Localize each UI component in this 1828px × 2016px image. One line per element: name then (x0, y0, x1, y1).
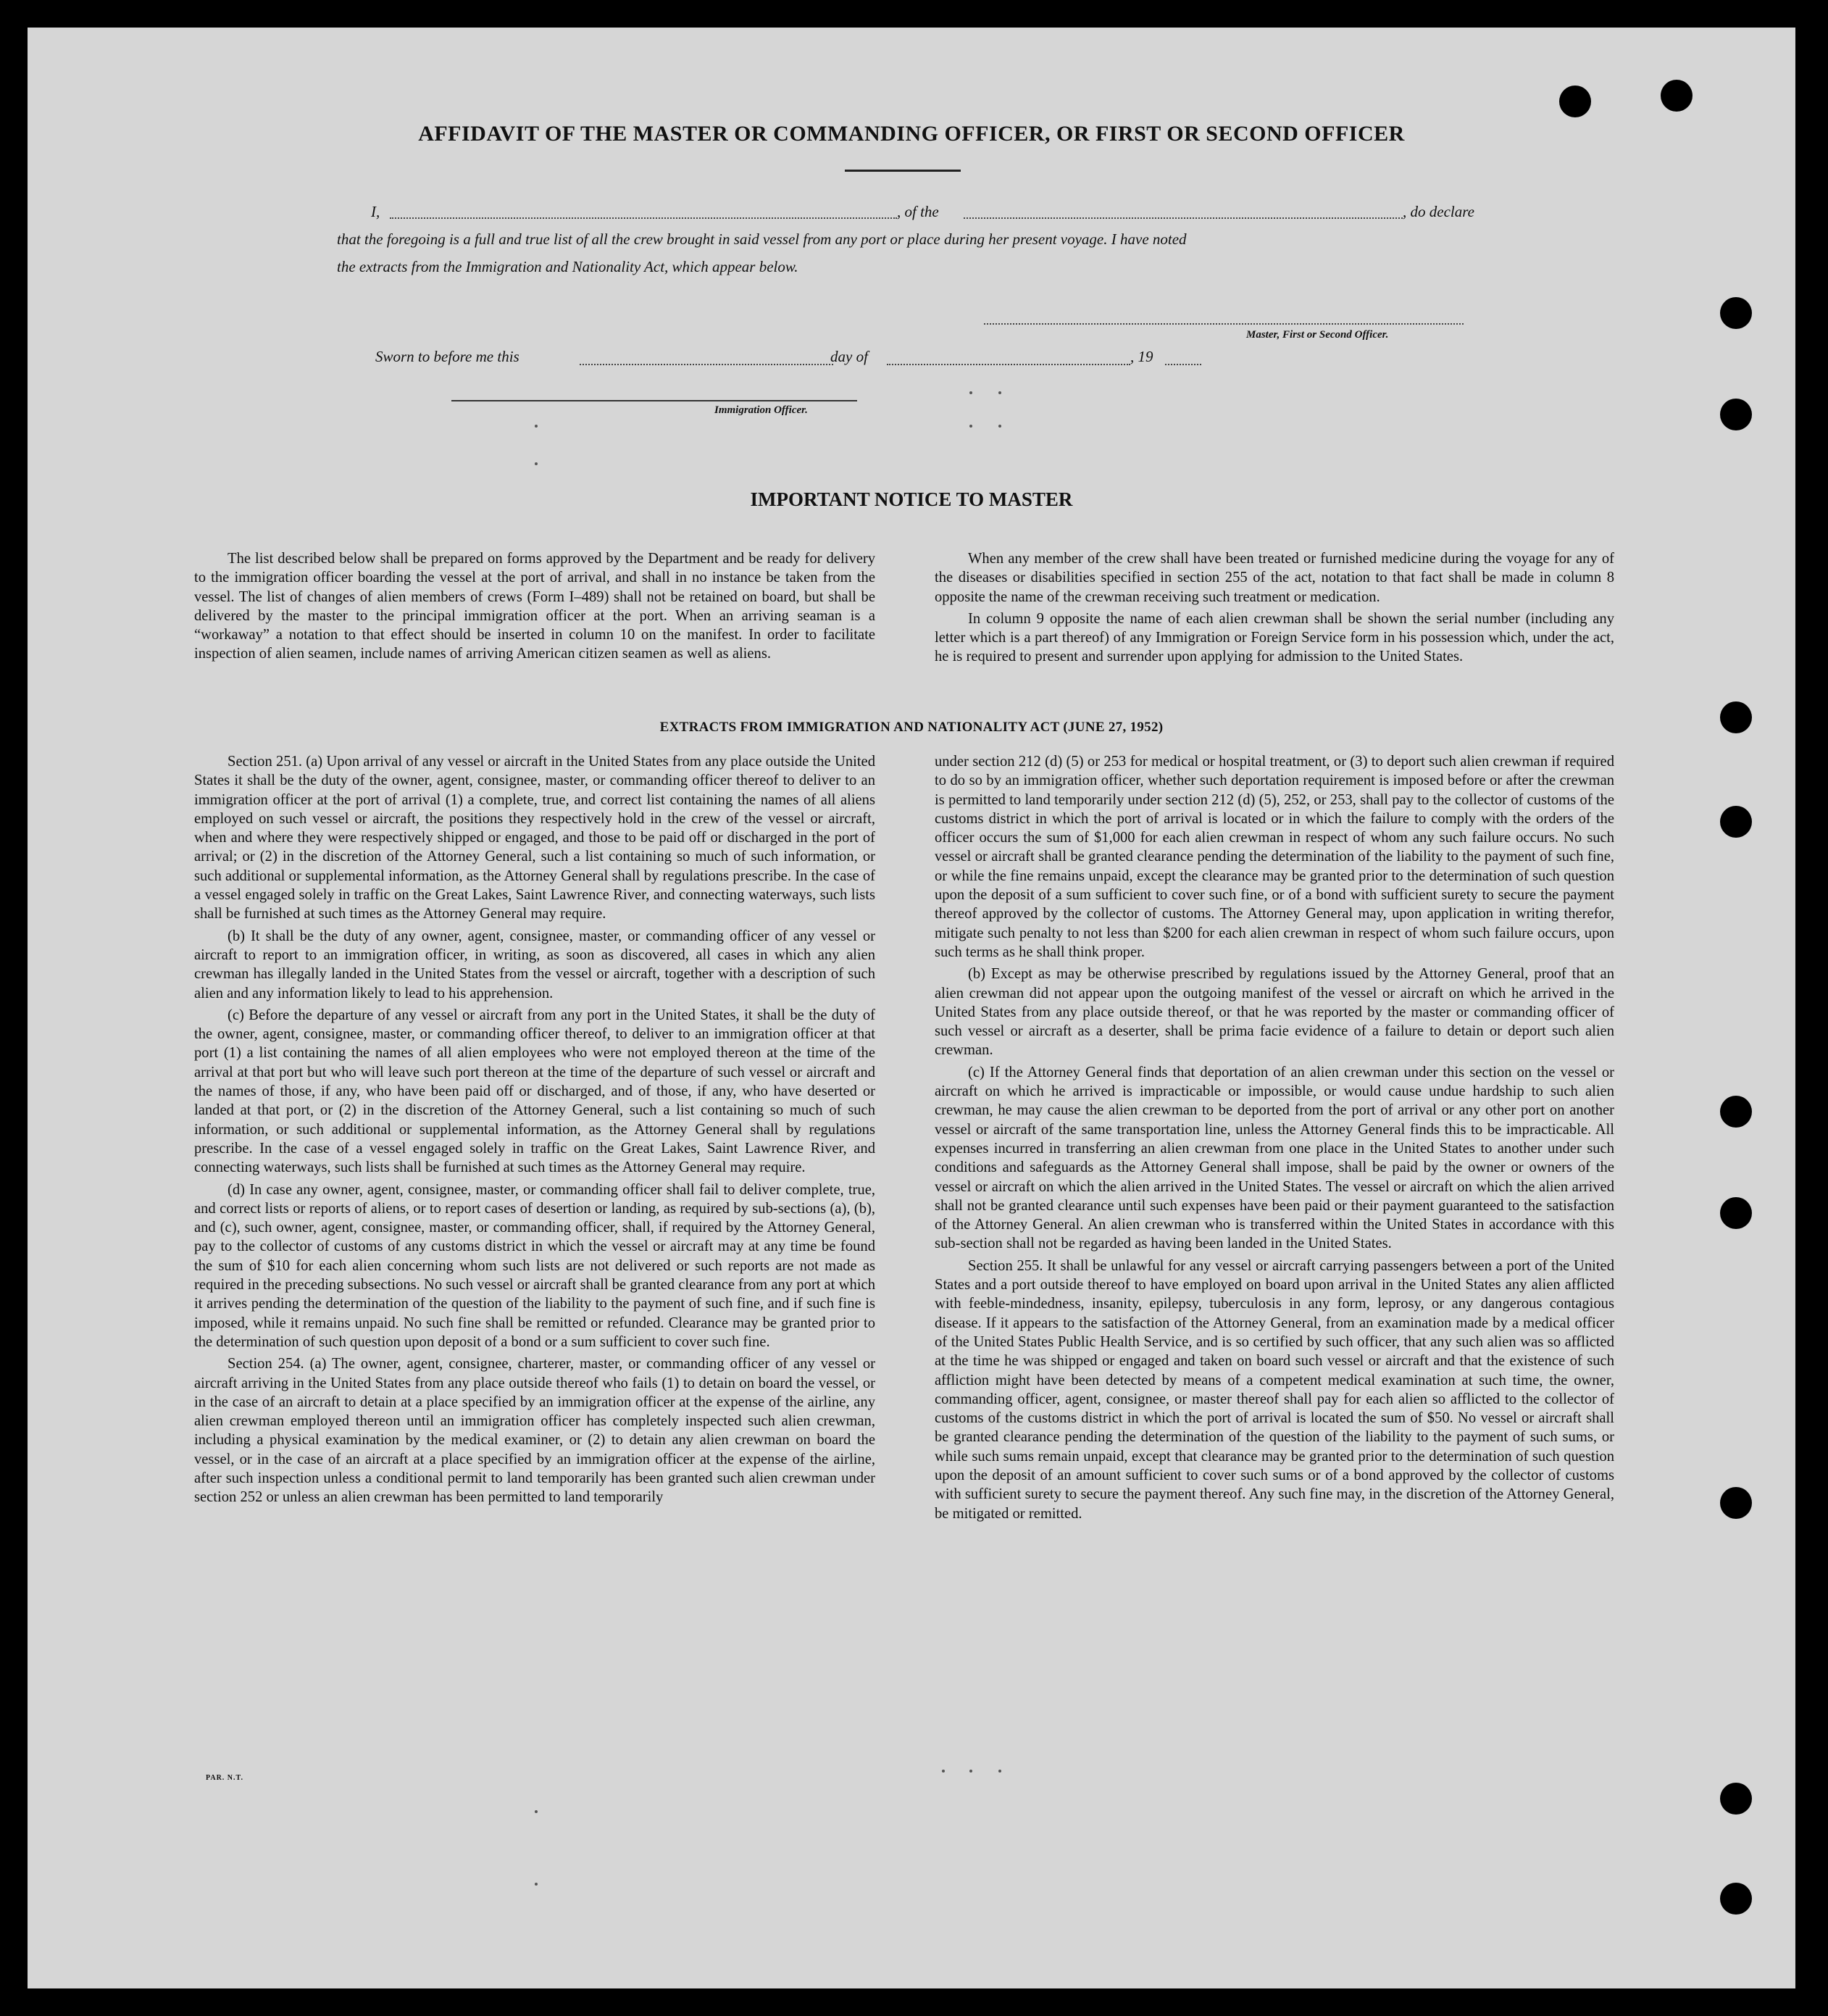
binder-hole (1720, 399, 1752, 430)
speck (998, 425, 1001, 428)
day-of-label: day of (830, 348, 868, 365)
notice-title: IMPORTANT NOTICE TO MASTER (750, 488, 1073, 510)
binder-hole (1661, 80, 1693, 112)
notice-paragraph: The list described below shall be prepared on forms approved by the Department and be ready for delivery to the immigration officer boarding the vessel at the port of arrival, and shall in no instance be taken from the vessel. The list of changes of alien members of crews (Form I–489) shall not be retained on board, but shall be delivered by the master to the principal immigration officer at the port. When an arriving seaman is a “workaway” a notation to that effect should be inserted in column 10 on the manifest. In order to facilitate inspection of alien seamen, include names of arriving American citizen seamen as well as aliens. (194, 551, 875, 662)
declaration-line-3: the extracts from the Immigration and Nationality Act, which appear below. (337, 258, 798, 275)
binder-hole (1720, 1487, 1752, 1519)
statute-paragraph: (c) If the Attorney General finds that deportation of an alien crewman under this section on the vessel or aircraft on which he arrived is impracticable or impossible, or would cause undue hardship to such alien crewman, he may cause the alien crewman to be deported from the port of arrival or any other port on another vessel or aircraft of the same transportation line, unless the Attorney General finds this to be impracticable. All expenses incurred in transferring an alien crewman from one place in the United States to another under such conditions and safeguards as the Attorney General shall impose, shall be paid by the owner or owners of the vessel or aircraft on which the alien arrived in the United States. The vessel or aircraft on which the alien arrived shall not be granted clearance until such expenses have been paid or their payment guaranteed to the satisfaction of the Attorney General. An alien crewman who is transferred within the United States in accordance with this sub-section shall not be regarded as having been landed in the United States. (935, 1064, 1614, 1252)
extracts-right-column (935, 752, 1614, 1526)
year-label: , 19 (1130, 348, 1153, 365)
form-page (28, 28, 1795, 1988)
statute-paragraph: (d) In case any owner, agent, consignee, master, or commanding officer shall fail to deliver complete, true, and correct lists or reports of aliens, or to report cases of desertion or landing, as required by sub-sections (a), (b), and (c), such owner, agent, consignee, master, or commanding officer, shall, if required by the Attorney General, pay to the collector of customs of any customs district in which the vessel or aircraft may at any time be found the sum of $10 for each alien concerning whom such lists are not delivered or such reports are not made as required in the preceding subsections. No such vessel or aircraft shall be granted clearance from any port at which it arrives pending the determination of the question of the liability to the payment of such fine, and if such fine is imposed, while it remains unpaid. No such fine shall be remitted or refunded. Clearance may be granted prior to the determination of such question upon deposit of a bond or a sum sufficient to cover such fine. (194, 1181, 875, 1350)
statute-paragraph: (b) It shall be the duty of any owner, agent, consignee, master, or commanding officer of any vessel or aircraft to report to an immigration officer, in writing, as soon as discovered, all cases in which any alien crewman has illegally landed in the United States from the vessel or aircraft, together with a description of such alien and any information likely to lead to his apprehension. (194, 928, 875, 1001)
extracts-title: EXTRACTS FROM IMMIGRATION AND NATIONALITY ACT (JUNE 27, 1952) (659, 720, 1164, 735)
statute-paragraph: Section 255. It shall be unlawful for any vessel or aircraft carrying passengers between a port of the United States and a port outside thereof to have employed on board upon arrival in the United States any alien afflicted with feeble-mindedness, insanity, epilepsy, tuberculosis in any form, leprosy, or any dangerous contagious disease. If it appears to the satisfaction of the Attorney General, from an examination made by a medical officer of the United States Public Health Service, and is so certified by such officer, that any such alien was so afflicted at the time he was shipped or engaged and taken on board such vessel or aircraft and that the existence of such affliction might have been detected by means of a competent medical examination at such time, the owner, commanding officer, agent, consignee, or master thereof shall pay for each alien so afflicted to the collector of customs of the customs district in which the port of arrival is located the sum of $50. No vessel or aircraft shall be granted clearance pending the determination of the question of the liability to the payment of such sums, or while such sums remain unpaid, except that clearance may be granted prior to the determination of such question upon the deposit of an amount sufficient to cover such sums or of a bond approved by the collector of customs with sufficient surety to secure the payment thereof. Any such fine may, in the discretion of the Attorney General, be mitigated or remitted. (935, 1257, 1614, 1522)
statute-paragraph: (c) Before the departure of any vessel or aircraft from any port in the United States, it shall be the duty of the owner, agent, consignee, master, or commanding officer thereof, to deliver to an immigration officer at that port (1) a list containing the names of all alien employees who were not employed thereon at the time of the arrival at that port but who will leave such port thereon at the time of the departure of such vessel or aircraft and the names of those, if any, who have been paid off or discharged, and of those, if any, who have deserted or landed at that port, or (2) in the discretion of the Attorney General, such a list containing so much of such information, or such additional or supplemental information, as the Attorney General shall by regulations prescribe. In the case of a vessel engaged solely in traffic on the Great Lakes, Saint Lawrence River, and connecting waterways, such lists shall be furnished at such times as the Attorney General may require. (194, 1007, 875, 1176)
notice-paragraph: When any member of the crew shall have been treated or furnished medicine during the voyage for any of the diseases or disabilities specified in section 255 of the act, notation to that fact shall be made in column 8 opposite the name of the crewman receiving such treatment or medication. (935, 551, 1614, 605)
binder-hole (1720, 1197, 1752, 1229)
vessel-name-field[interactable] (964, 217, 1403, 219)
master-signature-field[interactable] (984, 323, 1464, 325)
notice-right-column (935, 549, 1614, 670)
notice-paragraph: In column 9 opposite the name of each alien crewman shall be shown the serial number (including any letter which is a part thereof) of any Immigration or Foreign Service form in his possession which, under the act, he is required to present and surrender upon applying for admission to the United States. (935, 610, 1614, 665)
binder-hole (1720, 701, 1752, 733)
sworn-day-field[interactable] (580, 364, 833, 365)
speck (942, 1770, 945, 1773)
immigration-officer-caption: Immigration Officer. (714, 404, 808, 416)
statute-paragraph: (b) Except as may be otherwise prescribed by regulations issued by the Attorney General, proof that an alien crewman did not appear upon the outgoing manifest of the vessel or aircraft on which he arrived in the United States from any place outside thereof, or that he was reported by the master or commanding officer of such vessel or aircraft as a deserter, shall be prima facie evidence of a failure to detain or deport such alien crewman. (935, 966, 1614, 1059)
speck (535, 425, 538, 428)
statute-paragraph: Section 254. (a) The owner, agent, consignee, charterer, master, or commanding officer of any vessel or aircraft arriving in the United States from any place outside thereof who fails (1) to detain on board the vessel, or in the case of an aircraft to detain at a place specified by an immigration officer at the expense of the airline, any alien crewman employed thereon until an immigration officer has completely inspected such alien crewman, including a physical examination by the medical examiner, or (2) to detain any alien crewman on board the vessel, or in the case of an aircraft at a place specified by an immigration officer at the expense of the airline, after such inspection unless a conditional permit to land temporarily has been granted such alien crewman under section 252 or unless an alien crewman has been permitted to land temporarily (194, 1356, 875, 1506)
speck (998, 391, 1001, 394)
speck (535, 1810, 538, 1813)
immigration-officer-signature-field[interactable] (451, 400, 857, 401)
extracts-left-column (194, 752, 875, 1510)
notice-left-column (194, 549, 875, 667)
title-underline (845, 170, 961, 172)
master-signature-caption: Master, First or Second Officer. (1246, 329, 1389, 341)
speck (998, 1770, 1001, 1773)
sworn-year-field[interactable] (1165, 364, 1201, 365)
speck (969, 425, 972, 428)
do-declare-label: , do declare (1403, 203, 1474, 220)
binder-hole (1720, 1883, 1752, 1915)
declaration-line-2: that the foregoing is a full and true list of all the crew brought in said vessel from any port or place during her present voyage. I have noted (337, 230, 1187, 248)
declarant-name-field[interactable] (390, 217, 897, 219)
speck (969, 1770, 972, 1773)
speck (535, 462, 538, 465)
statute-paragraph: under section 212 (d) (5) or 253 for medical or hospital treatment, or (3) to deport such alien crewman if required to do so by an immigration officer, whether such deportation requirement is imposed before or after the crewman is permitted to land temporarily under section 212 (d) (5), 252, or 253, shall pay to the collector of customs of the customs district in which the port of arrival is located or in which the failure to comply with the orders of the officer occurs the sum of $1,000 for each alien crewman in respect of whom any such failure occurs. No such vessel or aircraft shall be granted clearance pending the determination of the liability to the payment of such fine, or while the fine remains unpaid, except the clearance may be granted prior to the determination of such question upon the deposit of a sum sufficient to cover such fine, or of a bond with sufficient surety to secure the payment thereof approved by the collector of customs. The Attorney General may, upon application in writing therefor, mitigate such penalty to not less than $200 for each alien crewman in respect of whom such failure occurs, upon such terms as he shall think proper. (935, 754, 1614, 960)
affidavit-title: AFFIDAVIT OF THE MASTER OR COMMANDING OFFICER, OR FIRST OR SECOND OFFICER (418, 122, 1405, 146)
binder-hole (1720, 297, 1752, 329)
of-the-label: , of the (897, 203, 939, 220)
speck (969, 391, 972, 394)
sworn-label: Sworn to before me this (375, 348, 519, 365)
printer-mark: PAR. N.T. (206, 1774, 243, 1782)
speck (535, 1883, 538, 1886)
binder-hole (1720, 1096, 1752, 1128)
binder-hole (1720, 806, 1752, 838)
declare-i-label: I, (371, 203, 380, 220)
binder-hole (1559, 86, 1591, 117)
statute-paragraph: Section 251. (a) Upon arrival of any vessel or aircraft in the United States from any place outside the United States it shall be the duty of the owner, agent, consignee, master, or commanding officer thereof to deliver to an immigration officer at the port of arrival (1) a complete, true, and correct list containing the names of all aliens employed on such vessel or aircraft, the positions they respectively hold in the crew of the vessel or aircraft, when and where they were respectively shipped or engaged, and those to be paid off or discharged in the port of arrival; or (2) in the discretion of the Attorney General, such a list containing so much of such information, or such additional or supplemental information, as the Attorney General shall by regulations prescribe. In the case of a vessel engaged solely in traffic on the Great Lakes, Saint Lawrence River, and connecting waterways, such lists shall be furnished at such times as the Attorney General may require. (194, 754, 875, 922)
binder-hole (1720, 1783, 1752, 1815)
sworn-month-field[interactable] (887, 364, 1130, 365)
